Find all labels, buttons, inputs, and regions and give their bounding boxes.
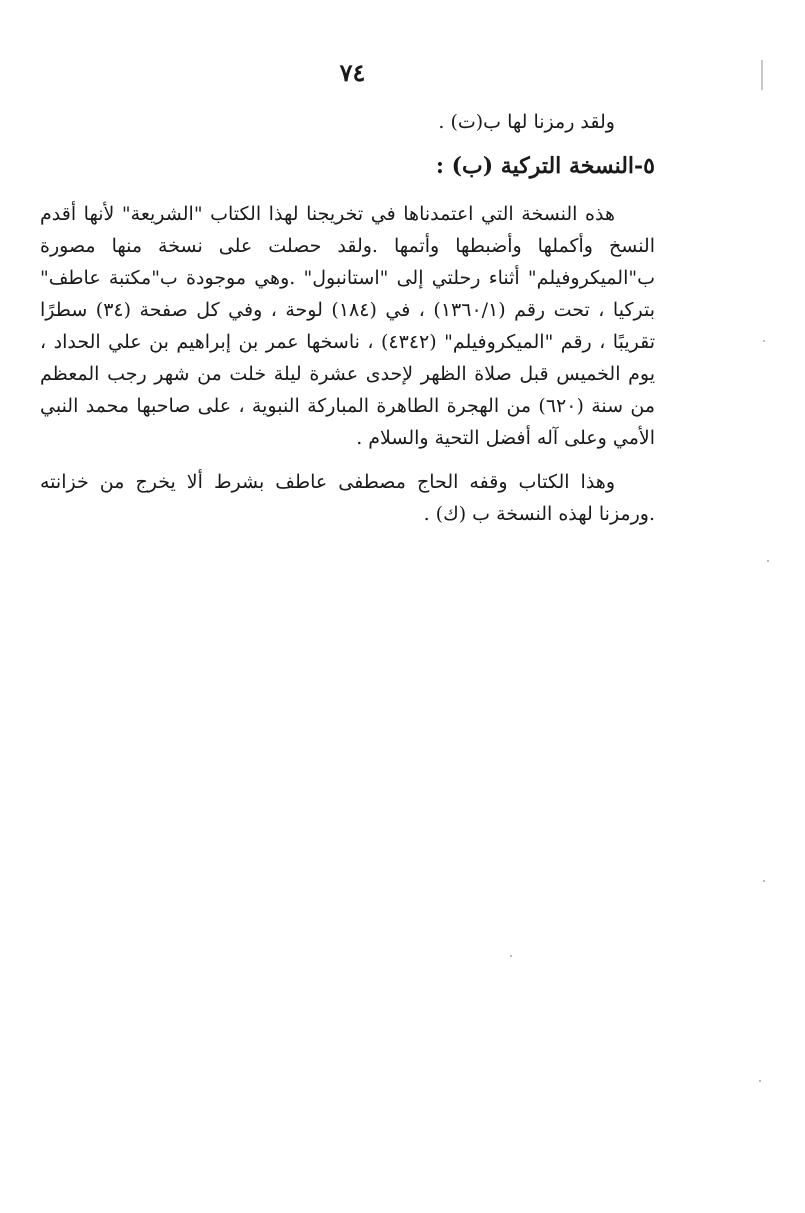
paragraph-manuscript-description: هذه النسخة التي اعتمدناها في تخريجنا لهذا الكتاب "الشريعة" لأنها أقدم النسخ وأكملها وأضبطها وأتمها .ولقد حصلت على نسخة منها مصورة ب"الميكروفيلم" أثناء رحلتي إلى "استانبول" .وهي موجودة ب"مكتبة عاطف" بتركيا ، تحت رقم (١٣٦٠/١) ، في (١٨٤) لوحة ، وفي كل صفحة (٣٤) سطرًا تقريبًا ، رقم "الميكروفيلم" (٤٣٤٢) ، ناسخها عمر بن إبراهيم بن علي الحداد ، يوم الخميس قبل صلاة الظهر لإحدى عشرة ليلة خلت من شهر رجب المعظم من سنة (٦٢٠) من الهجرة الطاهرة المباركة النبوية ، على صاحبها محمد النبي الأمي وعلى آله أفضل التحية والسلام . [40,203,656,449]
body-text [40,100,655,530]
section-heading: ٥-النسخة التركية (ب) : [435,153,655,179]
scan-edge-dot [763,880,765,882]
scan-edge-dot [510,955,512,957]
page-number: ٧٤ [339,58,366,87]
intro-line: ولقد رمزنا لها ب(ت) . [438,111,615,133]
scan-edge-dot [763,340,765,342]
paragraph-endowment: وهذا الكتاب وقفه الحاج مصطفى عاطف بشرط ألا يخرج من خزانته .ورمزنا لهذه النسخة ب (ك) . [40,471,655,525]
scan-edge-dot [759,1080,761,1082]
scan-edge-mark [761,60,763,90]
scan-edge-dot [767,560,769,562]
